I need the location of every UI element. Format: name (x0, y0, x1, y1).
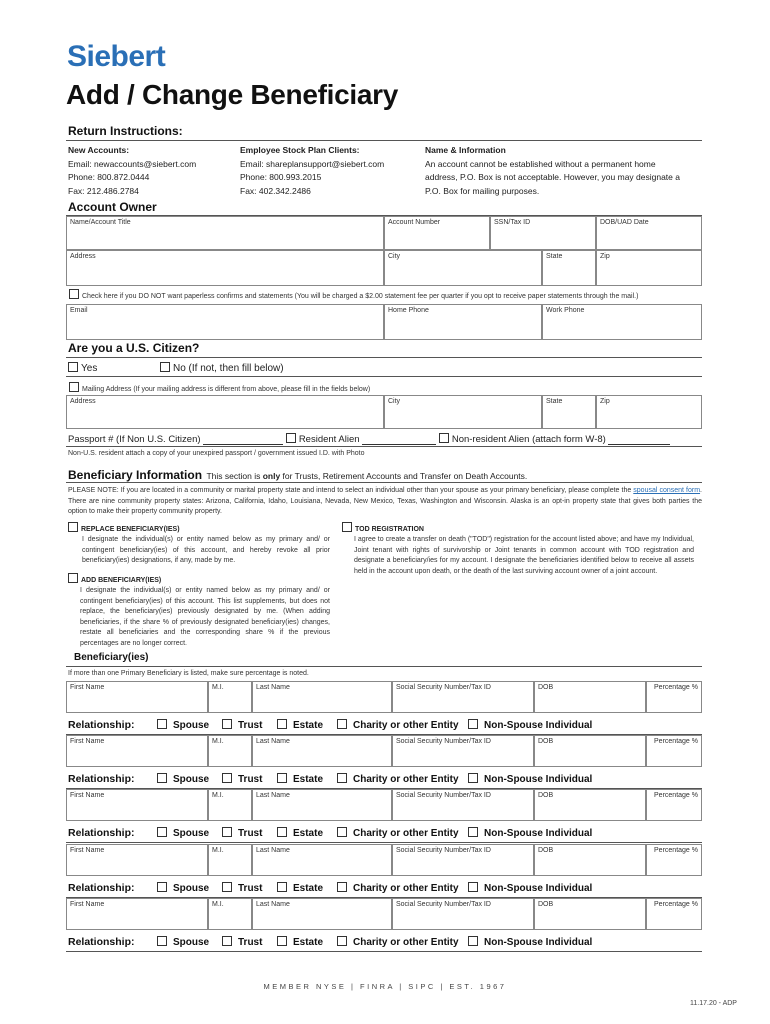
resident-alien-checkbox[interactable] (286, 433, 296, 443)
field-label: Zip (600, 398, 610, 405)
relationship-charity-checkbox[interactable] (337, 719, 347, 729)
paperless-label: Check here if you DO NOT want paperless confirms and statements (You will be charged a $2.00 statement fee per quarter if you opt to receive paper statements through the mail.) (82, 293, 639, 300)
field-label: First Name (70, 792, 105, 799)
beneficiary-mi-field[interactable] (208, 681, 252, 713)
account-owner-heading: Account Owner (68, 200, 157, 214)
relationship-trust-option[interactable] (222, 936, 262, 948)
relationship-nonspouse-option[interactable] (468, 827, 592, 839)
relationship-spouse-label: Spouse (173, 828, 210, 839)
field-label: M.I. (212, 684, 224, 691)
new-accounts-phone: Phone: 800.872.0444 (68, 172, 150, 182)
beneficiary-pct-field[interactable] (646, 844, 702, 876)
relationship-trust-label: Trust (238, 720, 263, 731)
passport-input[interactable] (203, 435, 283, 445)
relationship-estate-checkbox[interactable] (277, 719, 287, 729)
beneficiary-pct-field[interactable] (646, 898, 702, 930)
field-label: Last Name (256, 792, 290, 799)
beneficiary-last-field[interactable] (252, 789, 392, 821)
field-label: M.I. (212, 901, 224, 908)
no-checkbox[interactable] (160, 362, 170, 372)
relationship-nonspouse-option[interactable] (468, 719, 592, 731)
beneficiary-first-field[interactable] (66, 735, 208, 767)
work-phone-field[interactable] (542, 304, 702, 340)
replace-beneficiary-block (68, 522, 330, 567)
passport-row (68, 433, 670, 445)
divider (66, 951, 702, 952)
field-label: DOB (538, 738, 554, 745)
esp-clients-email: Email: shareplansupport@siebert.com (240, 158, 385, 169)
yes-label: Yes (81, 363, 98, 374)
zip-field[interactable] (596, 250, 702, 286)
beneficiary-dob-field[interactable] (534, 898, 646, 930)
relationship-estate-label: Estate (293, 937, 324, 948)
relationship-charity-option[interactable] (337, 719, 459, 731)
relationship-trust-option[interactable] (222, 827, 262, 839)
relationship-nonspouse-label: Non-Spouse Individual (484, 774, 593, 785)
field-label: Last Name (256, 684, 290, 691)
relationship-label: Relationship: (68, 936, 135, 948)
field-label: DOB (538, 684, 554, 691)
relationship-estate-checkbox[interactable] (277, 773, 287, 783)
field-label: Zip (600, 253, 610, 260)
field-label: Email (70, 307, 88, 314)
field-label: Social Security Number/Tax ID (396, 901, 491, 908)
tod-text: I agree to create a transfer on death ("TOD") registration for the account listed above; and have my Individual, Joint tenant with rights of survivorship or Joint tenants in common account with TOD registration and designate a beneficiary/ies for my account. I designate the beneficiaries identified below to receive all assets held in the account upon death, or the death of the last surviving account owner of a joint account. (354, 536, 694, 575)
relationship-trust-option[interactable] (222, 882, 262, 894)
relationship-estate-checkbox[interactable] (277, 936, 287, 946)
relationship-trust-checkbox[interactable] (222, 882, 232, 892)
resident-alien-label: Resident Alien (298, 434, 360, 445)
replace-header (68, 522, 330, 533)
relationship-charity-option[interactable] (337, 827, 459, 839)
us-citizen-heading: Are you a U.S. Citizen? (68, 341, 200, 355)
tod-registration-block (342, 522, 694, 577)
yes-checkbox[interactable] (68, 362, 78, 372)
relationship-charity-label: Charity or other Entity (353, 828, 459, 839)
esp-clients-fax: Fax: 402.342.2486 (240, 185, 311, 196)
new-accounts-email: Email: newaccounts@siebert.com (68, 158, 197, 169)
relationship-charity-checkbox[interactable] (337, 936, 347, 946)
relationship-spouse-label: Spouse (173, 937, 210, 948)
relationship-charity-option[interactable] (337, 882, 459, 894)
esp-clients-phone: Phone: 800.993.2015 (240, 172, 322, 182)
relationship-charity-checkbox[interactable] (337, 773, 347, 783)
relationship-nonspouse-option[interactable] (468, 773, 592, 785)
passport-label: Passport # (If Non U.S. Citizen) (68, 434, 201, 445)
beneficiary-dob-field[interactable] (534, 735, 646, 767)
beneficiary-last-field[interactable] (252, 735, 392, 767)
relationship-spouse-checkbox[interactable] (157, 882, 167, 892)
relationship-charity-checkbox[interactable] (337, 827, 347, 837)
beneficiary-ssn-field[interactable] (392, 789, 534, 821)
beneficiary-last-field[interactable] (252, 681, 392, 713)
beneficiary-mi-field[interactable] (208, 844, 252, 876)
page-title: Add / Change Beneficiary (66, 79, 398, 110)
field-label: DOB/UAD Date (600, 219, 649, 226)
divider (66, 482, 702, 483)
beneficiary-mi-field[interactable] (208, 898, 252, 930)
new-accounts-label: New Accounts: (68, 145, 130, 155)
esp-clients-block (240, 144, 384, 198)
divider (66, 140, 702, 141)
mailing-state-field[interactable] (542, 395, 596, 429)
relationship-nonspouse-checkbox[interactable] (468, 936, 478, 946)
dob-field[interactable] (596, 216, 702, 250)
paperless-checkbox[interactable] (69, 289, 79, 299)
relationship-trust-checkbox[interactable] (222, 827, 232, 837)
field-label: State (546, 253, 563, 260)
relationship-trust-label: Trust (238, 774, 263, 785)
relationship-trust-label: Trust (238, 937, 263, 948)
field-label: Percentage % (654, 738, 698, 745)
form-code: 11.17.20 - ADP (690, 1000, 737, 1007)
relationship-charity-label: Charity or other Entity (353, 774, 459, 785)
field-label: Percentage % (654, 847, 698, 854)
field-label: Social Security Number/Tax ID (396, 847, 491, 854)
field-label: Social Security Number/Tax ID (396, 738, 491, 745)
add-header (68, 573, 330, 584)
mailing-label: Mailing Address (If your mailing address is different from above, please fill in the fields below) (82, 386, 371, 393)
divider (66, 357, 702, 358)
add-beneficiary-block (68, 573, 330, 649)
state-field[interactable] (542, 250, 596, 286)
beneficiary-mi-field[interactable] (208, 789, 252, 821)
relationship-estate-label: Estate (293, 774, 324, 785)
relationship-spouse-checkbox[interactable] (157, 773, 167, 783)
relationship-label: Relationship: (68, 827, 135, 839)
relationship-charity-label: Charity or other Entity (353, 720, 459, 731)
replace-beneficiary-checkbox[interactable] (68, 522, 78, 532)
email-field[interactable] (66, 304, 384, 340)
divider (66, 376, 702, 377)
nonresident-alien-input[interactable] (608, 435, 670, 445)
beneficiary-dob-field[interactable] (534, 844, 646, 876)
relationship-spouse-option[interactable] (157, 773, 209, 785)
relationship-estate-option[interactable] (277, 719, 323, 731)
field-label: First Name (70, 901, 105, 908)
beneficiary-info-sub: This section is only for Trusts, Retirement Accounts and Transfer on Death Accounts. (206, 471, 528, 481)
beneficiary-ssn-field[interactable] (392, 735, 534, 767)
relationship-nonspouse-option[interactable] (468, 936, 592, 948)
relationship-nonspouse-label: Non-Spouse Individual (484, 828, 593, 839)
relationship-nonspouse-label: Non-Spouse Individual (484, 937, 593, 948)
home-phone-field[interactable] (384, 304, 542, 340)
beneficiary-mi-field[interactable] (208, 735, 252, 767)
add-beneficiary-checkbox[interactable] (68, 573, 78, 583)
beneficiary-last-field[interactable] (252, 898, 392, 930)
beneficiary-pct-field[interactable] (646, 789, 702, 821)
field-label: Percentage % (654, 684, 698, 691)
relationship-nonspouse-checkbox[interactable] (468, 882, 478, 892)
name-info-block (425, 144, 680, 198)
relationship-trust-label: Trust (238, 828, 263, 839)
relationship-spouse-label: Spouse (173, 774, 210, 785)
field-label: Social Security Number/Tax ID (396, 792, 491, 799)
beneficiary-ssn-field[interactable] (392, 681, 534, 713)
add-text: I designate the individual(s) or entity named below as my primary and/ or contingent beneficiary(ies) of this account. This list supplements, but does not replace, the beneficiary(ies) previously designated by me. (When adding beneficiaries, if the share % of previously designated beneficiary(ies) changes, restate all beneficiaries and the corresponding share % if the previous percentages are no longer correct. (80, 587, 330, 647)
field-label: First Name (70, 684, 105, 691)
beneficiary-last-field[interactable] (252, 844, 392, 876)
beneficiary-ssn-field[interactable] (392, 844, 534, 876)
beneficiary-dob-field[interactable] (534, 789, 646, 821)
field-label: City (388, 253, 401, 260)
add-label: ADD BENEFICIARY(IES) (81, 577, 162, 584)
field-label: Percentage % (654, 792, 698, 799)
relationship-nonspouse-label: Non-Spouse Individual (484, 720, 593, 731)
mailing-address-field[interactable] (66, 395, 384, 429)
citizen-yes-option[interactable] (68, 362, 97, 374)
relationship-charity-checkbox[interactable] (337, 882, 347, 892)
passport-note: Non-U.S. resident attach a copy of your unexpired passport / government issued I.D. with Photo (68, 450, 365, 457)
no-label: No (If not, then fill below) (173, 363, 284, 374)
relationship-spouse-label: Spouse (173, 720, 210, 731)
tod-header (342, 522, 694, 533)
field-label: Last Name (256, 901, 290, 908)
new-accounts-block (68, 144, 196, 198)
relationship-spouse-option[interactable] (157, 936, 209, 948)
field-label: Work Phone (546, 307, 585, 314)
relationship-estate-label: Estate (293, 828, 324, 839)
relationship-estate-label: Estate (293, 720, 324, 731)
community-property-notice: PLEASE NOTE: If you are located in a community or marital property state and intend to select an individual other than your spouse as your primary beneficiary, please complete the spousal consent form. There are nine community property states: Arizona, California, Idaho, Louisiana, Nevada, New Mexico, Texas, Washington and Wisconsin. Alaska is an opt-in property state that gives both parties the option to make their property community property. (68, 487, 702, 515)
relationship-estate-option[interactable] (277, 882, 323, 894)
field-label: M.I. (212, 792, 224, 799)
address-field[interactable] (66, 250, 384, 286)
field-label: Address (70, 398, 96, 405)
field-label: First Name (70, 738, 105, 745)
field-label: Name/Account Title (70, 219, 131, 226)
beneficiary-ssn-field[interactable] (392, 898, 534, 930)
relationship-spouse-checkbox[interactable] (157, 719, 167, 729)
spousal-consent-link[interactable]: spousal consent form (633, 487, 701, 494)
relationship-nonspouse-checkbox[interactable] (468, 719, 478, 729)
name-info-line: P.O. Box for mailing purposes. (425, 185, 540, 196)
relationship-label: Relationship: (68, 719, 135, 731)
mailing-zip-field[interactable] (596, 395, 702, 429)
relationship-spouse-checkbox[interactable] (157, 936, 167, 946)
beneficiaries-note: If more than one Primary Beneficiary is listed, make sure percentage is noted. (68, 670, 309, 677)
beneficiary-pct-field[interactable] (646, 681, 702, 713)
field-label: First Name (70, 847, 105, 854)
relationship-spouse-option[interactable] (157, 882, 209, 894)
field-label: Home Phone (388, 307, 429, 314)
relationship-spouse-checkbox[interactable] (157, 827, 167, 837)
relationship-nonspouse-checkbox[interactable] (468, 827, 478, 837)
beneficiaries-heading: Beneficiary(ies) (74, 652, 149, 663)
divider (66, 446, 702, 447)
relationship-estate-checkbox[interactable] (277, 882, 287, 892)
relationship-spouse-option[interactable] (157, 827, 209, 839)
field-label: Social Security Number/Tax ID (396, 684, 491, 691)
relationship-nonspouse-checkbox[interactable] (468, 773, 478, 783)
replace-text: I designate the individual(s) or entity named below as my primary and/ or contingent beneficiary(ies) of this account, and hereby revoke all prior beneficiary(ies) designations, if any, made by me. (82, 536, 330, 564)
relationship-trust-checkbox[interactable] (222, 773, 232, 783)
relationship-nonspouse-label: Non-Spouse Individual (484, 883, 593, 894)
relationship-charity-label: Charity or other Entity (353, 883, 459, 894)
field-label: City (388, 398, 401, 405)
field-label: Last Name (256, 738, 290, 745)
relationship-estate-option[interactable] (277, 827, 323, 839)
paperless-row (69, 289, 709, 300)
citizen-no-option[interactable] (160, 362, 284, 374)
beneficiary-first-field[interactable] (66, 681, 208, 713)
field-label: DOB (538, 847, 554, 854)
beneficiary-dob-field[interactable] (534, 681, 646, 713)
field-label: Last Name (256, 847, 290, 854)
field-label: Address (70, 253, 96, 260)
nonresident-alien-checkbox[interactable] (439, 433, 449, 443)
relationship-trust-label: Trust (238, 883, 263, 894)
esp-clients-label: Employee Stock Plan Clients: (240, 145, 360, 155)
relationship-label: Relationship: (68, 773, 135, 785)
nonresident-alien-label: Non-resident Alien (attach form W-8) (451, 434, 606, 445)
name-info-line: An account cannot be established without a permanent home (425, 158, 656, 169)
return-instructions-heading: Return Instructions: (68, 124, 183, 138)
relationship-trust-option[interactable] (222, 719, 262, 731)
relationship-trust-checkbox[interactable] (222, 719, 232, 729)
city-field[interactable] (384, 250, 542, 286)
beneficiary-first-field[interactable] (66, 789, 208, 821)
member-footer: MEMBER NYSE | FINRA | SIPC | EST. 1967 (263, 982, 507, 991)
mailing-checkbox[interactable] (69, 382, 79, 392)
relationship-charity-label: Charity or other Entity (353, 937, 459, 948)
field-label: DOB (538, 792, 554, 799)
tod-checkbox[interactable] (342, 522, 352, 532)
beneficiary-first-field[interactable] (66, 844, 208, 876)
ssn-tax-id-field[interactable] (490, 216, 596, 250)
divider (66, 666, 702, 667)
relationship-spouse-label: Spouse (173, 883, 210, 894)
relationship-estate-option[interactable] (277, 936, 323, 948)
field-label: Account Number (388, 219, 441, 226)
field-label: M.I. (212, 738, 224, 745)
beneficiary-first-field[interactable] (66, 898, 208, 930)
relationship-label: Relationship: (68, 882, 135, 894)
relationship-nonspouse-option[interactable] (468, 882, 592, 894)
tod-label: TOD REGISTRATION (355, 526, 424, 533)
relationship-spouse-option[interactable] (157, 719, 209, 731)
beneficiary-info-heading: Beneficiary Information (68, 468, 203, 482)
siebert-logo: Siebert (67, 40, 166, 73)
field-label: Percentage % (654, 901, 698, 908)
beneficiary-pct-field[interactable] (646, 735, 702, 767)
field-label: DOB (538, 901, 554, 908)
name-info-line: address, P.O. Box is not acceptable. However, you may designate a (425, 172, 680, 182)
divider (66, 842, 702, 843)
name-account-title-field[interactable] (66, 216, 384, 250)
relationship-estate-checkbox[interactable] (277, 827, 287, 837)
field-label: State (546, 398, 563, 405)
resident-alien-input[interactable] (362, 435, 436, 445)
field-label: M.I. (212, 847, 224, 854)
field-label: SSN/Tax ID (494, 219, 531, 226)
relationship-estate-label: Estate (293, 883, 324, 894)
account-number-field[interactable] (384, 216, 490, 250)
relationship-trust-checkbox[interactable] (222, 936, 232, 946)
relationship-trust-option[interactable] (222, 773, 262, 785)
relationship-charity-option[interactable] (337, 936, 459, 948)
replace-label: REPLACE BENEFICIARY(IES) (81, 526, 180, 533)
relationship-estate-option[interactable] (277, 773, 323, 785)
relationship-charity-option[interactable] (337, 773, 459, 785)
mailing-row (69, 382, 370, 393)
name-info-label: Name & Information (425, 145, 506, 155)
new-accounts-fax: Fax: 212.486.2784 (68, 185, 139, 196)
mailing-city-field[interactable] (384, 395, 542, 429)
